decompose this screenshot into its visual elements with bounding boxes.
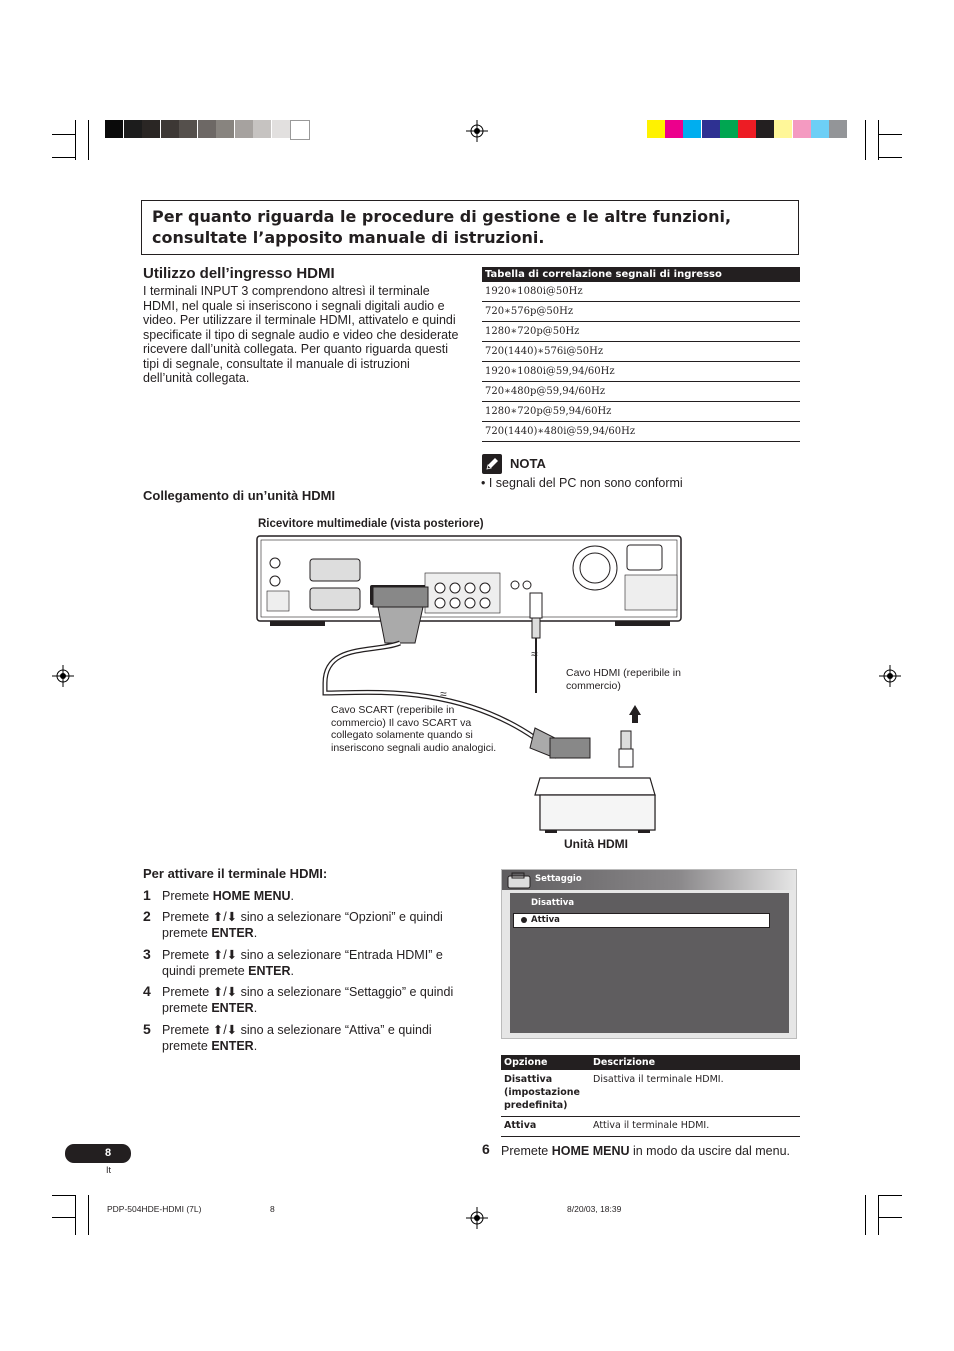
hdmi-plug-device [619,731,633,767]
color-swatch [774,120,792,138]
nota-text: • I segnali del PC non sono conformi [481,476,683,490]
color-swatch [702,120,720,138]
color-swatch [665,120,683,138]
note-pencil-icon [482,454,502,474]
step-6-key: HOME MENU [551,1144,630,1158]
gray-swatch [179,120,197,138]
gray-swatch [161,120,179,138]
color-swatch [756,120,774,138]
step-text-end: . [290,964,295,978]
footer-file: PDP-504HDE-HDMI (7L) [107,1204,202,1214]
step-text-pre: Premete ⬆/⬇ sino a selezionare “Opzioni” e quindi premete [162,910,443,940]
gray-swatch [253,120,271,138]
page-number-badge [65,1144,131,1163]
step-number: 1 [143,887,151,903]
crop-mark [878,1217,902,1218]
step-text-end: . [253,1001,258,1015]
step-6-post: in modo da uscire dal menu. [629,1144,791,1158]
hdmi-unit-label: Unità HDMI [564,837,628,851]
step-number: 3 [143,946,151,962]
crop-mark [865,120,866,160]
menu-title: Settaggio [535,874,582,884]
crop-mark [865,1195,866,1235]
registration-mark-icon [52,665,74,687]
step-text-pre: Premete ⬆/⬇ sino a selezionare “Settaggio” e quindi premete [162,985,454,1015]
crop-mark [52,1195,76,1196]
color-swatch [720,120,738,138]
gray-swatch [235,120,253,138]
step-text-end: . [253,1039,258,1053]
registration-mark-icon [879,665,901,687]
gray-swatch [142,120,160,138]
crop-mark [878,1195,879,1235]
registration-mark-icon [466,1207,488,1229]
step-key: ENTER [211,926,254,940]
settings-toolbox-icon [506,872,534,890]
step-text-end: . [253,926,258,940]
options-col-descrizione: Descrizione [593,1057,656,1068]
options-table [501,1055,800,1131]
options-row-opt: Attiva [504,1120,537,1131]
step-number: 4 [143,983,151,999]
signal-table [482,267,800,442]
step-text [162,984,464,1016]
step-6-pre: Premete [501,1144,552,1158]
color-swatch [793,120,811,138]
step-text-pre: Premete ⬆/⬇ sino a selezionare “Entrada HDMI” e quindi premete [162,948,443,978]
hdmi-cable-label: Cavo HDMI (reperibile in commercio) [566,667,681,692]
gray-swatch [216,120,234,138]
title-box [141,200,799,255]
signal-table-row: 720(1440)∗480i@59,94/60Hz [482,422,800,442]
gray-swatch [124,120,142,138]
options-row-desc: Attiva il terminale HDMI. [593,1120,710,1131]
options-row [501,1117,800,1137]
crop-mark [878,134,902,135]
options-row-desc: Disattiva il terminale HDMI. [593,1074,724,1085]
receiver-label: Ricevitore multimediale (vista posteriore) [258,518,484,530]
options-col-opzione: Opzione [504,1057,548,1068]
step-text-pre: Premete ⬆/⬇ sino a selezionare “Attiva” e quindi premete [162,1023,432,1053]
step-text [162,947,464,979]
section-heading: Utilizzo dell’ingresso HDMI [143,265,335,282]
scart-plug-device [530,728,590,758]
section-body: I terminali INPUT 3 comprendono altresì il terminale HDMI, nel quale si inseriscono i segnali digitali audio e video. Per utilizzare il terminale HDMI, attivatelo e quindi specificate il tipo di segnale audio e video che desiderate ricevere dall’unità collegata. Per quanto riguarda questi tipi di segnale, consultate il manuale di istruzioni dell’unità collegata. [143,284,459,385]
options-row-opt: Disattiva (impostazione predefinita) [504,1074,580,1111]
color-swatch [683,120,701,138]
scart-cable-label: Cavo SCART (reperibile in commercio) Il cavo SCART va collegato solamente quando si inseriscono segnali audio analogici. [331,704,497,754]
crop-mark [52,134,76,135]
arrow-up-icon [629,705,641,723]
hdmi-unit-device [535,778,655,833]
color-swatch [738,120,756,138]
crop-mark [878,1195,902,1196]
page-number: 8 [105,1147,112,1159]
menu-option-attiva-label: Attiva [531,915,560,925]
step-key: HOME MENU [212,889,291,903]
options-table-header [501,1055,800,1070]
step-key: ENTER [211,1001,254,1015]
step-6-text [501,1143,791,1159]
scart-plug-receiver [373,587,428,643]
step-text-end: . [290,889,294,903]
crop-mark [878,120,879,160]
menu-panel [510,893,789,1033]
footer-date: 8/20/03, 18:39 [567,1204,622,1214]
crop-mark [52,157,76,158]
gray-swatch [290,120,310,140]
signal-table-header: Tabella di correlazione segnali di ingresso [482,267,800,282]
crop-mark [52,1217,76,1218]
footer-page: 8 [270,1204,275,1214]
signal-table-row: 1920∗1080i@59,94/60Hz [482,362,800,382]
registration-mark-icon [466,120,488,142]
crop-mark [88,1195,89,1235]
step-key: ENTER [248,964,291,978]
connection-heading: Collegamento di un’unità HDMI [143,488,336,503]
signal-table-row: 720∗480p@59,94/60Hz [482,382,800,402]
gray-swatch [272,120,290,138]
crop-mark [75,1195,76,1235]
color-swatch [829,120,847,138]
nota-title: NOTA [510,456,546,471]
page-title: Per quanto riguarda le procedure di gestione e le altre funzioni, consultate l’apposito manuale di istruzioni. [152,207,732,247]
menu-screen [501,869,797,1039]
step-text [162,1022,464,1054]
language-code: It [106,1165,112,1175]
selected-dot-icon [521,917,527,923]
signal-table-row: 1920∗1080i@50Hz [482,282,800,302]
activation-heading: Per attivare il terminale HDMI: [143,866,328,881]
step-number: 6 [482,1141,490,1157]
crop-mark [878,157,902,158]
step-key: ENTER [211,1039,254,1053]
menu-option-disattiva[interactable]: Disattiva [531,898,575,908]
crop-mark [75,120,76,160]
receiver-rear-panel [257,536,681,626]
gray-swatch [198,120,216,138]
step-text [162,909,464,941]
crop-mark [88,120,89,160]
color-swatch [647,120,665,138]
step-number: 2 [143,908,151,924]
svg-text:≈: ≈ [440,687,447,701]
menu-option-attiva[interactable] [513,913,770,928]
step-text [162,888,464,904]
step-text-pre: Premete [162,889,213,903]
gray-swatch [105,120,123,138]
hdmi-plug-receiver [530,593,542,638]
signal-table-row: 720∗576p@50Hz [482,302,800,322]
signal-table-row: 720(1440)∗576i@50Hz [482,342,800,362]
svg-text:≈: ≈ [531,647,538,661]
options-row [501,1070,800,1117]
signal-table-row: 1280∗720p@59,94/60Hz [482,402,800,422]
color-swatch [811,120,829,138]
step-number: 5 [143,1021,151,1037]
signal-table-row: 1280∗720p@50Hz [482,322,800,342]
